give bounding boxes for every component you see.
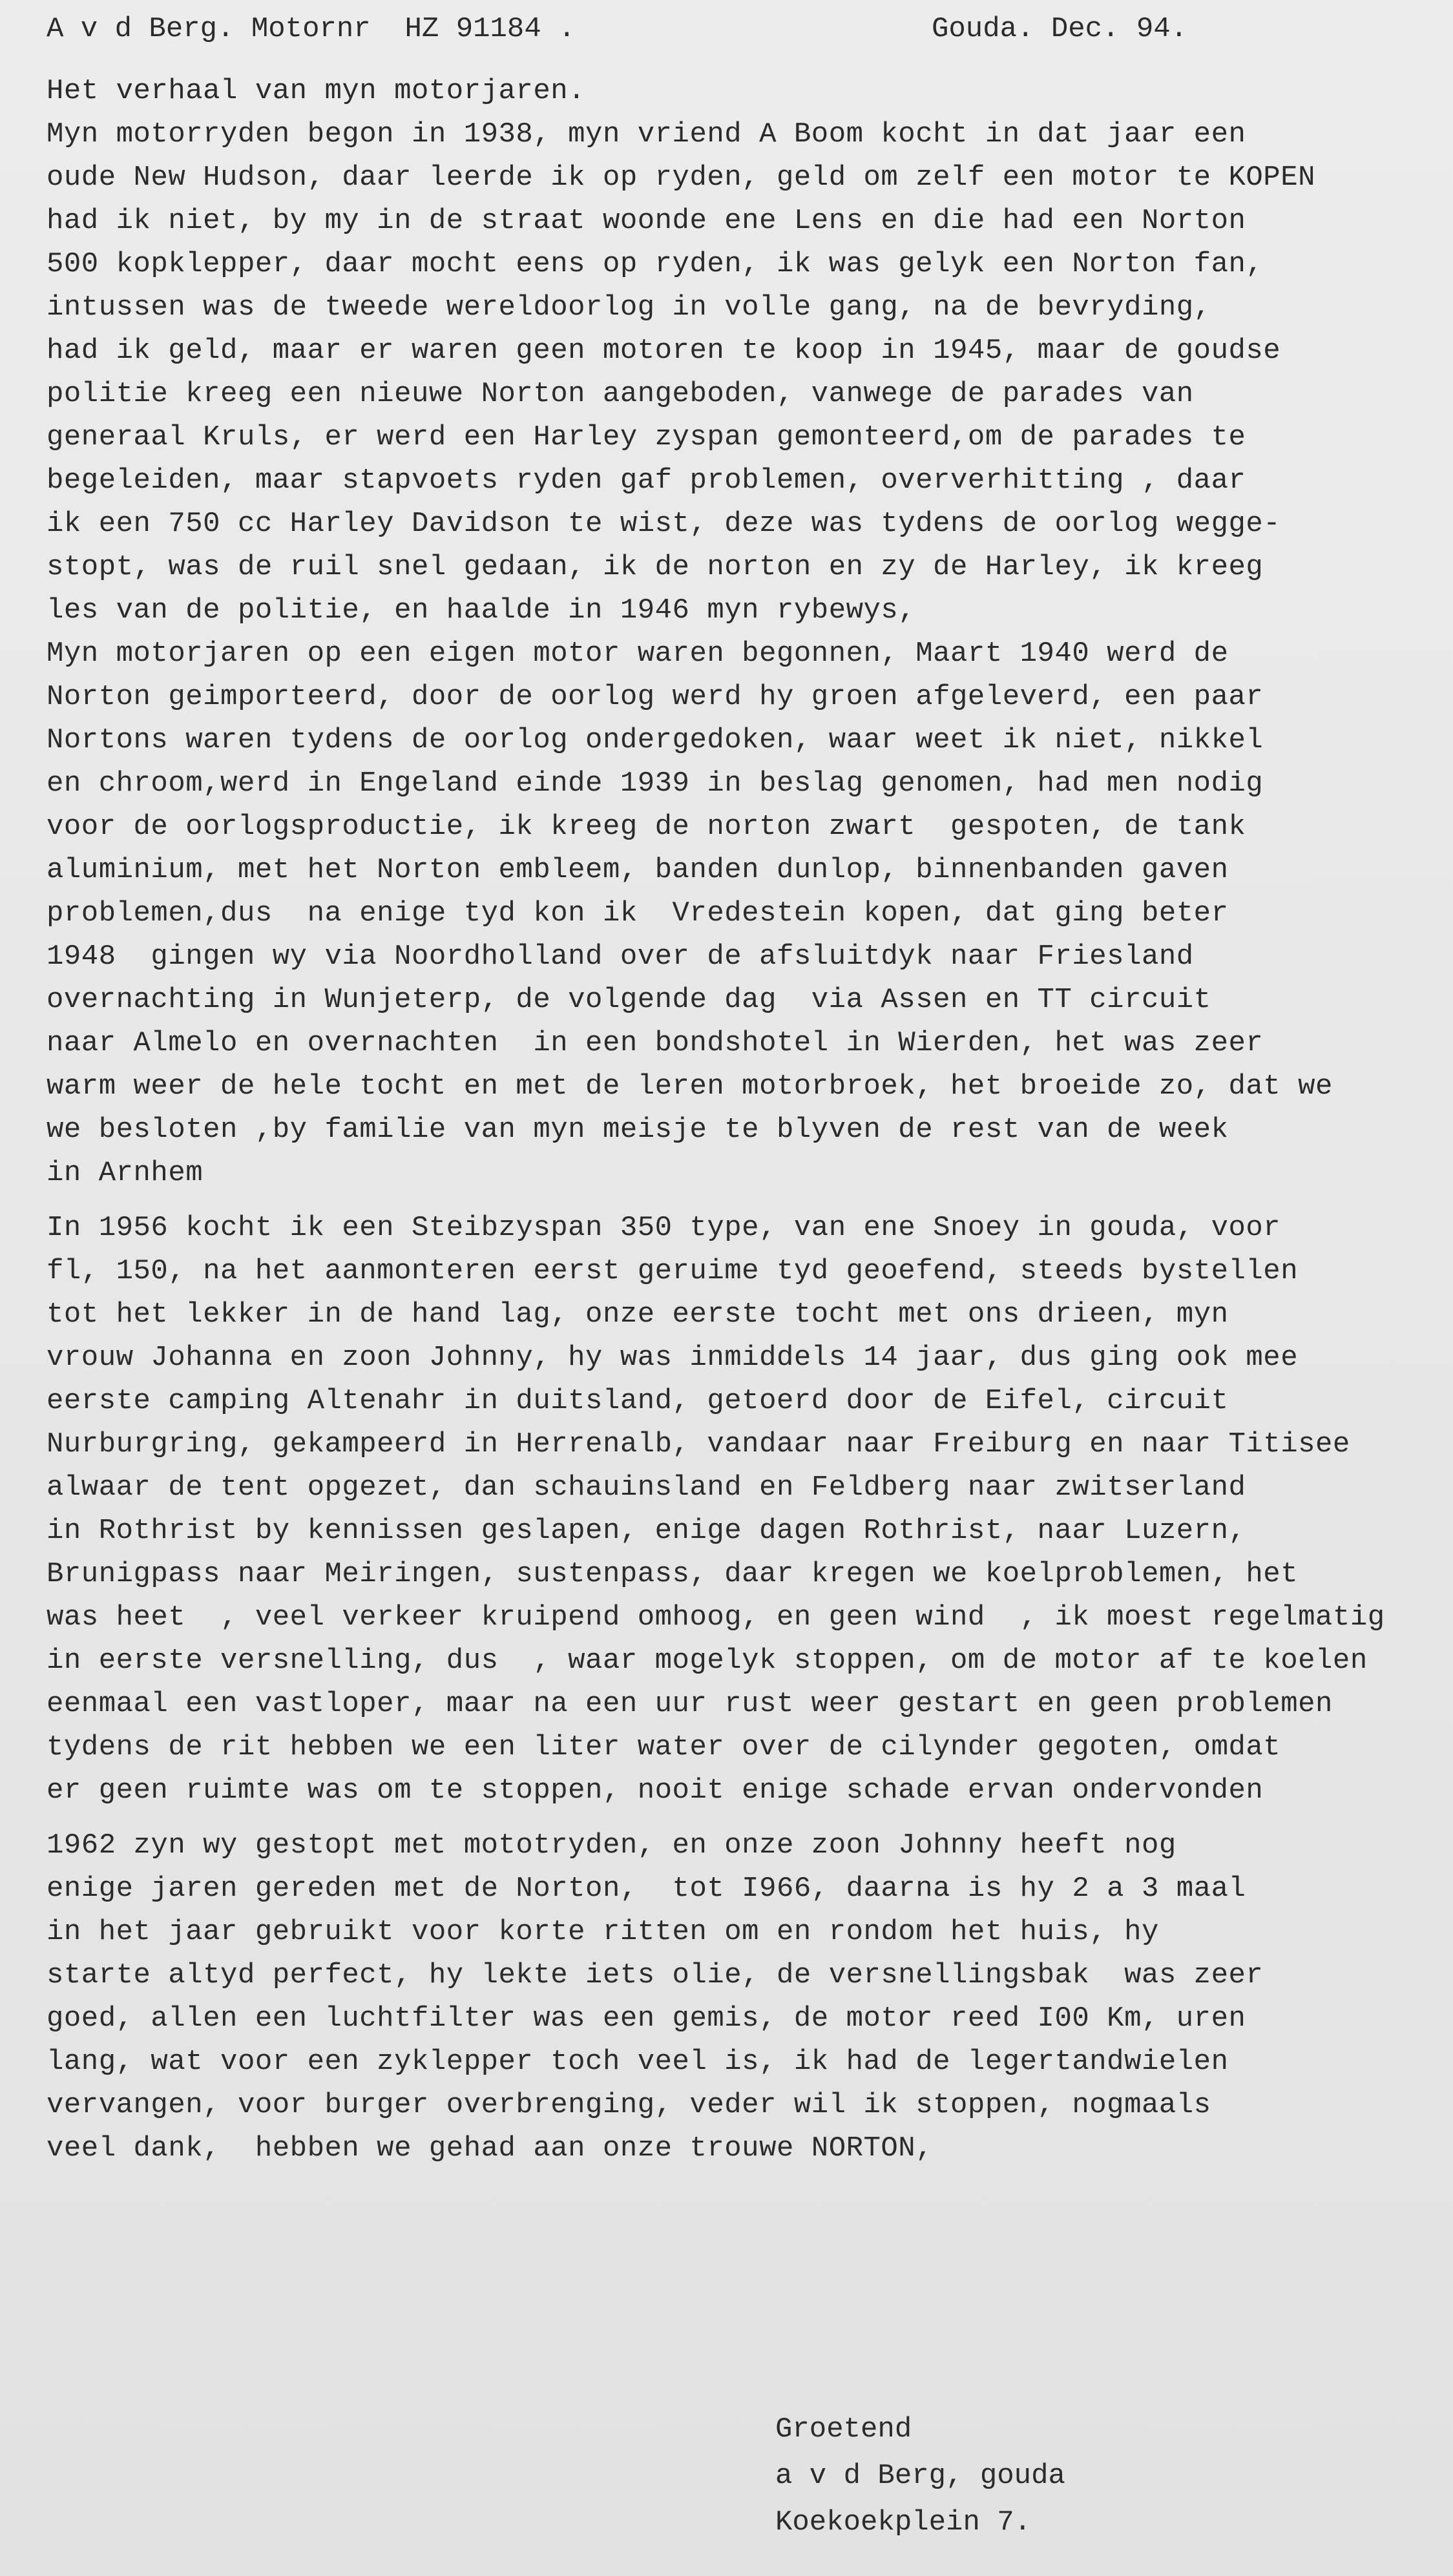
text-line: er geen ruimte was om te stoppen, nooit enige schade ervan ondervonden	[47, 1774, 1264, 1807]
text-line: in Arnhem	[47, 1157, 204, 1189]
text-line: warm weer de hele tocht en met de leren motorbroek, het broeide zo, dat we	[47, 1070, 1333, 1103]
text-line: Myn motorryden begon in 1938, myn vriend A Boom kocht in dat jaar een	[47, 118, 1246, 151]
letter-header	[47, 6, 1414, 52]
text-line: in het jaar gebruikt voor korte ritten om en rondom het huis, hy	[47, 1916, 1159, 1948]
text-line: eenmaal een vastloper, maar na een uur rust weer gestart en geen problemen	[47, 1688, 1333, 1720]
text-line: in Rothrist by kennissen geslapen, enige dagen Rothrist, naar Luzern,	[47, 1515, 1246, 1547]
text-line: naar Almelo en overnachten in een bondshotel in Wierden, het was zeer	[47, 1027, 1264, 1059]
text-line: 1962 zyn wy gestopt met mototryden, en onze zoon Johnny heeft nog	[47, 1829, 1176, 1862]
place-and-date: Gouda. Dec. 94.	[932, 13, 1188, 45]
text-line: vrouw Johanna en zoon Johnny, hy was inmiddels 14 jaar, dus ging ook mee	[47, 1342, 1299, 1374]
text-line: voor de oorlogsproductie, ik kreeg de norton zwart gespoten, de tank	[47, 811, 1246, 843]
text-line: stopt, was de ruil snel gedaan, ik de norton en zy de Harley, ik kreeg	[47, 551, 1264, 583]
text-line: Nortons waren tydens de oorlog ondergedoken, waar weet ik niet, nikkel	[47, 724, 1264, 756]
paragraph-2	[47, 1207, 1416, 1813]
sender-reference: A v d Berg. Motornr HZ 91184 .	[47, 13, 576, 45]
text-line: veel dank, hebben we gehad aan onze trouwe NORTON,	[47, 2132, 934, 2165]
text-line: overnachting in Wunjeterp, de volgende dag via Assen en TT circuit	[47, 984, 1211, 1016]
text-line: we besloten ,by familie van myn meisje te blyven de rest van de week	[47, 1114, 1229, 1146]
text-line: eerste camping Altenahr in duitsland, getoerd door de Eifel, circuit	[47, 1385, 1229, 1417]
signature-line: a v d Berg, gouda	[775, 2460, 1065, 2492]
text-line: Norton geimporteerd, door de oorlog werd hy groen afgeleverd, een paar	[47, 681, 1264, 713]
text-line: alwaar de tent opgezet, dan schauinsland en Feldberg naar zwitserland	[47, 1471, 1246, 1504]
text-line: was heet , veel verkeer kruipend omhoog, en geen wind , ik moest regelmatig	[47, 1601, 1385, 1634]
text-line: fl, 150, na het aanmonteren eerst geruime tyd geoefend, steeds bystellen	[47, 1255, 1299, 1287]
paragraph-1	[47, 70, 1416, 1195]
text-line: had ik niet, by my in de straat woonde ene Lens en die had een Norton	[47, 205, 1246, 237]
text-line: tydens de rit hebben we een liter water over de cilynder gegoten, omdat	[47, 1731, 1281, 1763]
text-line: politie kreeg een nieuwe Norton aangeboden, vanwege de parades van	[47, 378, 1194, 410]
letter-body	[47, 70, 1416, 2170]
text-line: Brunigpass naar Meiringen, sustenpass, daar kregen we koelproblemen, het	[47, 1558, 1299, 1590]
paragraph-3	[47, 1824, 1416, 2170]
text-line: goed, allen een luchtfilter was een gemis, de motor reed I00 Km, uren	[47, 2002, 1246, 2035]
text-line: begeleiden, maar stapvoets ryden gaf problemen, oververhitting , daar	[47, 464, 1246, 497]
text-line: lang, wat voor een zyklepper toch veel is, ik had de legertandwielen	[47, 2046, 1229, 2078]
text-line: oude New Hudson, daar leerde ik op ryden, geld om zelf een motor te KOPEN	[47, 161, 1316, 194]
signature-block	[775, 2406, 1065, 2546]
text-line: intussen was de tweede wereldoorlog in volle gang, na de bevryding,	[47, 291, 1211, 324]
text-line: in eerste versnelling, dus , waar mogelyk stoppen, om de motor af te koelen	[47, 1645, 1368, 1677]
text-line: had ik geld, maar er waren geen motoren te koop in 1945, maar de goudse	[47, 335, 1281, 367]
signature-line: Koekoekplein 7.	[775, 2506, 1032, 2539]
text-line: In 1956 kocht ik een Steibzyspan 350 type, van ene Snoey in gouda, voor	[47, 1212, 1281, 1244]
text-line: tot het lekker in de hand lag, onze eerste tocht met ons drieen, myn	[47, 1298, 1229, 1331]
text-line: generaal Kruls, er werd een Harley zyspan gemonteerd,om de parades te	[47, 421, 1246, 453]
text-line: starte altyd perfect, hy lekte iets olie, de versnellingsbak was zeer	[47, 1959, 1264, 1991]
text-line: vervangen, voor burger overbrenging, veder wil ik stoppen, nogmaals	[47, 2089, 1211, 2121]
text-line: en chroom,werd in Engeland einde 1939 in beslag genomen, had men nodig	[47, 767, 1264, 800]
text-line: Het verhaal van myn motorjaren.	[47, 75, 586, 107]
text-line: problemen,dus na enige tyd kon ik Vredestein kopen, dat ging beter	[47, 897, 1229, 930]
text-line: 1948 gingen wy via Noordholland over de afsluitdyk naar Friesland	[47, 940, 1194, 973]
text-line: enige jaren gereden met de Norton, tot I966, daarna is hy 2 a 3 maal	[47, 1873, 1246, 1905]
text-line: aluminium, met het Norton embleem, banden dunlop, binnenbanden gaven	[47, 854, 1229, 886]
text-line: Nurburgring, gekampeerd in Herrenalb, vandaar naar Freiburg en naar Titisee	[47, 1428, 1350, 1460]
text-line: 500 kopklepper, daar mocht eens op ryden, ik was gelyk een Norton fan,	[47, 248, 1264, 280]
signature-line: Groetend	[775, 2413, 912, 2446]
text-line: les van de politie, en haalde in 1946 myn rybewys,	[47, 594, 916, 627]
text-line: ik een 750 cc Harley Davidson te wist, deze was tydens de oorlog wegge-	[47, 508, 1281, 540]
text-line: Myn motorjaren op een eigen motor waren begonnen, Maart 1940 werd de	[47, 638, 1229, 670]
